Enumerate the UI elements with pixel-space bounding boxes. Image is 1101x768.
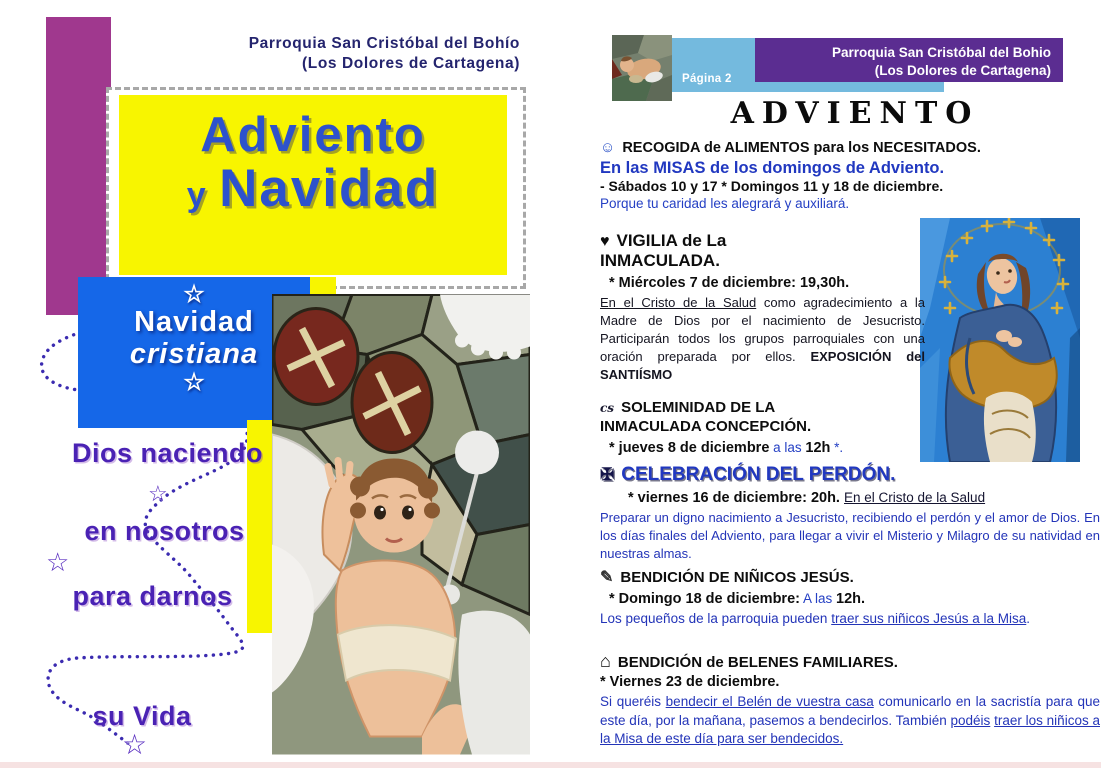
- paragraph-text: Los pequeños de la parroquia pueden: [600, 611, 832, 627]
- dates-line: - Sábados 10 y 17 * Domingos 11 y 18 de diciembre.: [600, 178, 944, 195]
- time-line: [600, 439, 925, 457]
- time-line: [600, 590, 1100, 608]
- misas-line: En las MISAS de los domingos de Adviento.: [600, 158, 945, 177]
- underlined-text: traer sus niñicos Jesús a la Misa: [831, 611, 1027, 627]
- caridad-line: Porque tu caridad les alegrará y auxiliará.: [600, 195, 850, 211]
- motto-line-3: para darnos: [72, 581, 233, 611]
- section-heading-2: INMACULADA.: [600, 251, 720, 271]
- page-number-badge: Página 2: [682, 73, 732, 85]
- underlined-text: traer los niñicos a la Misa de este día para ser bendecidos.: [600, 712, 1100, 747]
- time-line: * Miércoles 7 de diciembre: 19,30h.: [609, 274, 850, 291]
- parish-name: Parroquia San Cristóbal del Bohío: [248, 35, 520, 52]
- section-ninicos: [600, 568, 1100, 629]
- section-recogida: [600, 139, 1097, 213]
- paragraph-text: comunicarlo en la sacristía para que este día, por la mañana, pasemos a bendecirlos. También: [600, 693, 1100, 728]
- star-icon: ☆: [46, 547, 70, 577]
- date-bold: * jueves 8 de diciembre: [609, 439, 770, 456]
- nino-jesus-photo: [272, 294, 530, 755]
- section-heading: BENDICIÓN DE NIÑICOS JESÚS.: [620, 569, 854, 586]
- section-heading: VIGILIA de La: [616, 231, 727, 250]
- underlined-text: podéis: [950, 712, 991, 728]
- section-perdon: [600, 463, 1100, 563]
- parish-name: Parroquia San Cristóbal del Bohio: [831, 45, 1051, 60]
- section-belenes: [600, 650, 1100, 749]
- heart-icon: ♥: [600, 233, 610, 250]
- ornament-icon: cs: [600, 401, 615, 415]
- title-navidad: Navidad: [219, 159, 440, 218]
- hour-bold: 12h.: [836, 591, 866, 607]
- title-y-prefix: y: [186, 176, 220, 214]
- page-title: ADVIENTO: [730, 96, 980, 131]
- time-line: * Viernes 23 de diciembre.: [600, 673, 780, 690]
- tail-text: *.: [830, 439, 844, 455]
- parish-location: (Los Dolores de Cartagena): [301, 55, 520, 73]
- alas-text: a las: [769, 439, 806, 455]
- section-heading: RECOGIDA de ALIMENTOS para los NECESITADOS.: [622, 140, 981, 156]
- title-line1: Adviento: [200, 108, 426, 162]
- exposicion-bold: EXPOSICIÓN del SANTIÍSMO: [600, 348, 925, 382]
- inmaculada-photo: [920, 218, 1080, 462]
- star-icon: ☆: [122, 729, 148, 760]
- house-icon: ⌂: [600, 651, 611, 671]
- date-bold: * viernes 16 de diciembre: 20h.: [628, 489, 844, 506]
- place-underlined: En el Cristo de la Salud: [844, 489, 986, 505]
- thumbnail-photo: [612, 35, 672, 101]
- star-icon: ☆: [148, 481, 168, 506]
- hour-bold: 12h: [805, 439, 831, 456]
- pencil-icon: ✎: [600, 569, 614, 586]
- paragraph-tail: .: [1026, 611, 1031, 627]
- maltese-cross-icon: ✠: [600, 465, 615, 484]
- section-heading: CELEBRACIÓN DEL PERDÓN.: [621, 464, 896, 485]
- paragraph-text: como agradecimiento a la Madre de Dios por el nacimiento de Jesucristo. Participarán todos los grupos parroquiales con una oración preparada por ellos.: [600, 294, 925, 364]
- section-heading: SOLEMINIDAD DE LA: [621, 399, 776, 416]
- time-line: [600, 489, 1100, 507]
- motto-line-1: Dios naciendo: [71, 438, 264, 468]
- section-paragraph: [600, 610, 1100, 629]
- section-vigilia: [600, 231, 925, 384]
- star-icon: ☆: [183, 281, 205, 308]
- smiley-icon: ☺: [600, 139, 616, 156]
- paragraph-text: Si queréis: [600, 693, 666, 709]
- date-bold: * Domingo 18 de diciembre:: [609, 591, 800, 607]
- alas-text: A las: [799, 591, 836, 606]
- bottom-strip: [0, 762, 1101, 768]
- section-heading-2: INMACULADA CONCEPCIÓN.: [600, 417, 812, 435]
- panel-navidad: Navidad: [134, 306, 254, 338]
- right-page: [585, 0, 1101, 768]
- star-icon: ☆: [183, 368, 205, 396]
- right-page-header: [755, 38, 1063, 82]
- section-heading: BENDICIÓN de BELENES FAMILIARES.: [617, 654, 898, 671]
- motto-line-4: su Vida: [92, 701, 192, 731]
- section-paragraph: [600, 693, 1100, 749]
- place-underlined: En el Cristo de la Salud: [600, 294, 757, 310]
- panel-cristiana: cristiana: [129, 337, 259, 370]
- section-solemnidad: [600, 399, 925, 457]
- underlined-text: bendecir el Belén de vuestra casa: [665, 693, 874, 709]
- motto-line-2: en nosotros: [84, 516, 245, 546]
- section-paragraph: [600, 294, 925, 384]
- parish-location: (Los Dolores de Cartagena): [874, 62, 1051, 78]
- section-paragraph: Preparar un digno nacimiento a Jesucristo, recibiendo el perdón y el amor de Dios. En los días finales del Adviento, para llegar a vivir el Misterio y Milagro de su natividad en nuestras almas.: [600, 509, 1100, 561]
